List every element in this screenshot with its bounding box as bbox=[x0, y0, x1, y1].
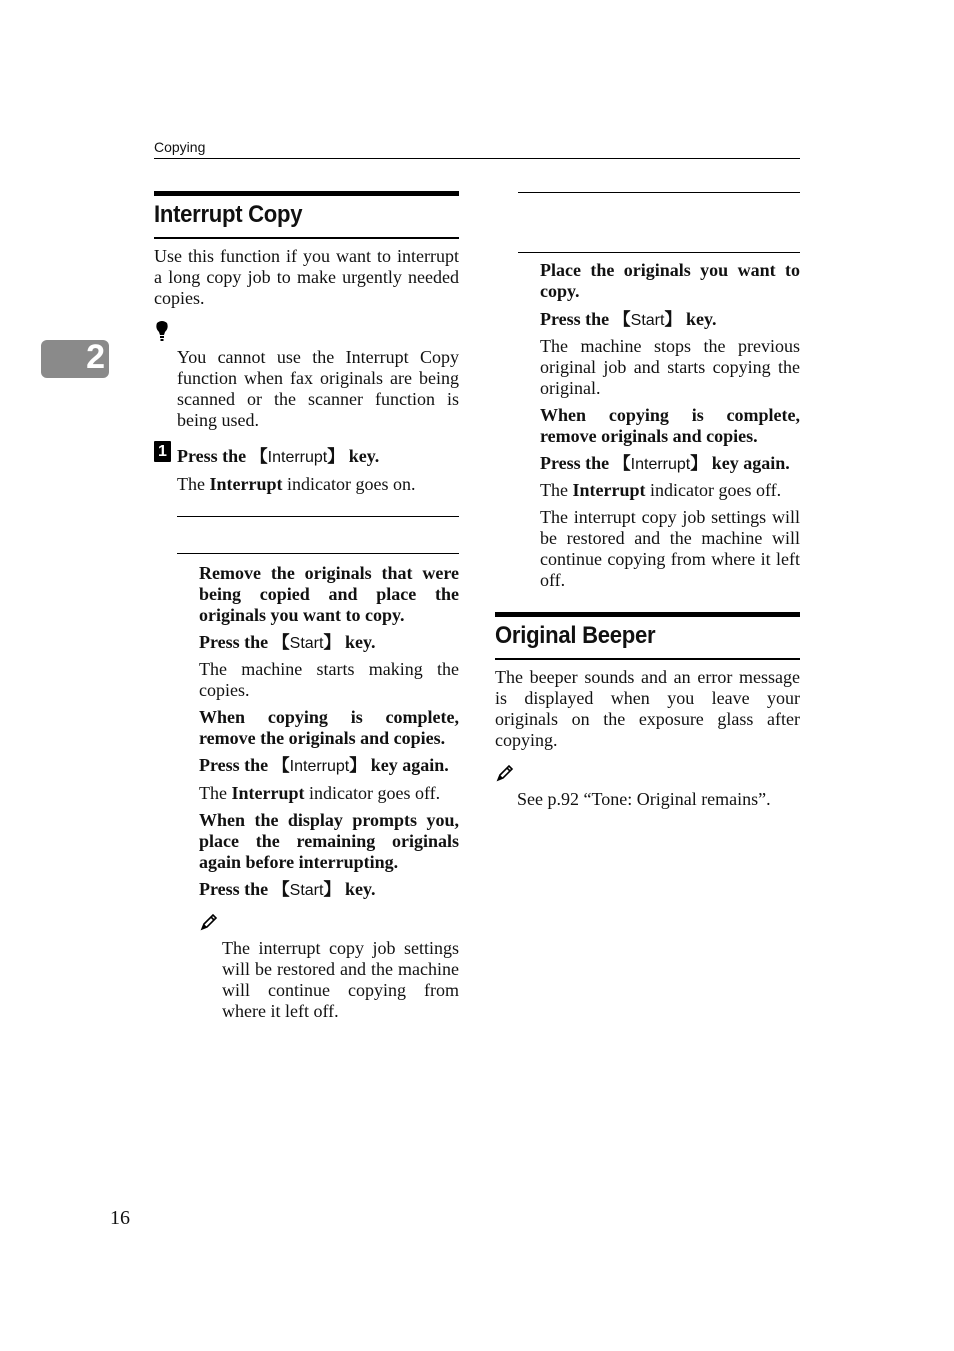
start-key-label: Start bbox=[289, 635, 324, 652]
section-rule-bottom-beeper bbox=[495, 658, 800, 660]
section-rule-top-beeper bbox=[495, 612, 800, 617]
press-start-step: Press the 【Start】 key. bbox=[199, 632, 376, 653]
subsection-rule-top-right bbox=[518, 192, 800, 193]
note-pencil-icon bbox=[199, 912, 219, 932]
beeper-note-reference: See p.92 “Tone: Original remains”. bbox=[517, 789, 771, 809]
machine-stops-text: The machine stops the previous original job and starts copying the original. bbox=[540, 336, 800, 398]
subsection-rule-top bbox=[177, 516, 459, 517]
start-key-label: Start bbox=[289, 882, 324, 899]
section-title-original-beeper: Original Beeper bbox=[495, 622, 656, 649]
running-head: Copying bbox=[154, 139, 206, 155]
press-interrupt-again-step-right: Press the 【Interrupt】 key again. bbox=[540, 453, 790, 474]
intro-text: Use this function if you want to interrupt a long copy job to make urgently needed copies. bbox=[154, 246, 459, 308]
interrupt-key-label: Interrupt bbox=[630, 456, 691, 473]
subsection-rule-bottom-right bbox=[518, 252, 800, 253]
remove-originals-step: Remove the originals that were being copied and place the originals you want to copy. bbox=[199, 563, 459, 625]
settings-restored-text: The interrupt copy job settings will be restored and the machine will continue copying from where it left off. bbox=[540, 507, 800, 590]
machine-starts-text: The machine starts making the copies. bbox=[199, 659, 459, 700]
interrupt-key-label: Interrupt bbox=[267, 449, 328, 466]
section-rule-bottom bbox=[154, 237, 459, 239]
section-title-interrupt-copy: Interrupt Copy bbox=[154, 201, 303, 228]
limitation-icon bbox=[154, 320, 170, 342]
header-rule bbox=[154, 158, 800, 159]
when-complete-step: When copying is complete, remove the originals and copies. bbox=[199, 707, 459, 748]
indicator-off-text: The Interrupt indicator goes off. bbox=[199, 783, 441, 803]
step-number-1: 1 bbox=[154, 441, 171, 462]
press-start-step-right: Press the 【Start】 key. bbox=[540, 309, 717, 330]
chapter-number: 2 bbox=[86, 338, 105, 376]
indicator-off-text-right: The Interrupt indicator goes off. bbox=[540, 480, 782, 500]
limitation-text: You cannot use the Interrupt Copy function when fax originals are being scanned or the scanner function is being used. bbox=[177, 347, 459, 430]
beeper-body-text: The beeper sounds and an error message is displayed when you leave your originals on the exposure glass after copying. bbox=[495, 667, 800, 750]
press-interrupt-again-step: Press the 【Interrupt】 key again. bbox=[199, 755, 449, 776]
interrupt-key-label: Interrupt bbox=[289, 758, 350, 775]
note-pencil-icon bbox=[495, 763, 515, 783]
place-originals-step: Place the originals you want to copy. bbox=[540, 260, 800, 301]
subsection-rule-bottom bbox=[177, 553, 459, 554]
press-start-step-2: Press the 【Start】 key. bbox=[199, 879, 376, 900]
step1-result: The Interrupt indicator goes on. bbox=[177, 474, 416, 494]
note-text: The interrupt copy job settings will be restored and the machine will continue copying from where it left off. bbox=[222, 938, 459, 1021]
when-complete-step-right: When copying is complete, remove originals and copies. bbox=[540, 405, 800, 446]
start-key-label: Start bbox=[630, 312, 665, 329]
chapter-tab bbox=[41, 340, 109, 378]
step1-instruction: Press the 【Interrupt】 key. bbox=[177, 446, 380, 467]
when-display-step: When the display prompts you, place the remaining originals again before interrupting. bbox=[199, 810, 459, 872]
page-number: 16 bbox=[110, 1207, 130, 1229]
section-rule-top bbox=[154, 191, 459, 196]
